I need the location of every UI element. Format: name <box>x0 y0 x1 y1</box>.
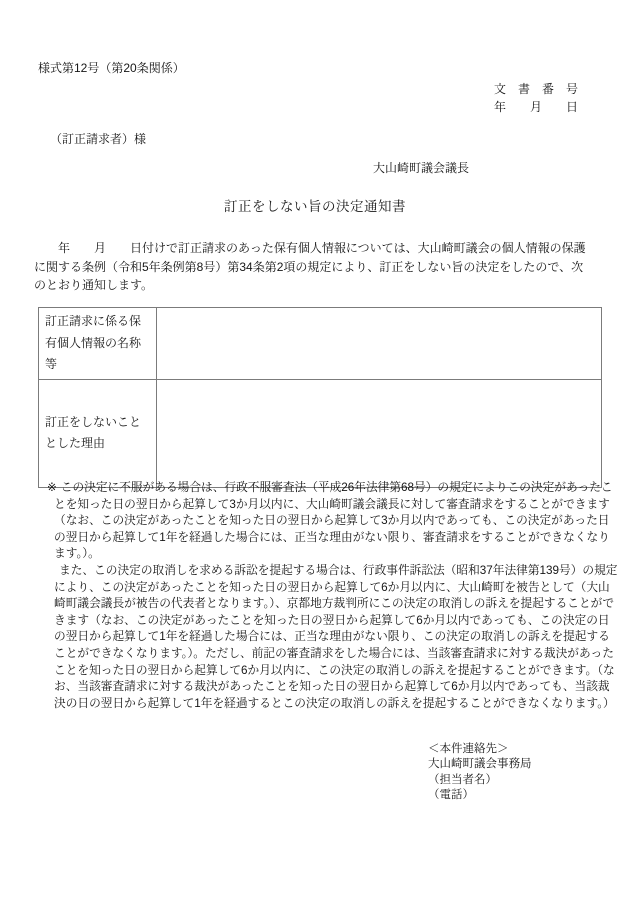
addressee-line: （訂正請求者）様 <box>50 132 147 146</box>
table-row-reason <box>39 379 602 487</box>
document-title: 訂正をしない旨の決定通知書 <box>224 199 406 214</box>
table-value-reason <box>157 379 602 487</box>
note-asterisk-marker: ※ <box>47 481 57 494</box>
contact-office: 大山崎町議会事務局 <box>428 758 532 771</box>
appeal-note-paragraph-2: また、この決定の取消しを求める訴訟を提起する場合は、行政事件訴訟法（昭和37年法律第139号）の規定により、この決定があったことを知った日の翌日から起算して6か月以内に、大山崎町を被告として（大山崎町議会議長が被告の代表者となります。）、京都地方裁判所にこの決定の取消しの訴えを提起することができます（なお、この決定があったことを知った日の翌日から起算して6か月以内であっても、この決定の日の翌日から起算して1年を経過した場合には、正当な理由がない限り、この決定の取消しの訴えを提起することができなくなります。）。ただし、前記の審査請求をした場合には、当該審査請求に対する裁決があったことを知った日の翌日から起算して6か月以内に、この決定の取消しの訴えを提起することができます。（なお、当該審査請求に対する裁決があったことを知った日の翌日から起算して6か月以内であっても、当該裁決の日の翌日から起算して1年を経過するとこの決定の取消しの訴えを提起することができなくなります。） <box>54 563 618 710</box>
document-number-label: 文 書 番 号 <box>493 82 578 96</box>
body-paragraph: 年 月 日付けで訂正請求のあった保有個人情報については、大山崎町議会の個人情報の保護に関する条例（令和5年条例第8号）第34条第2項の規定により、訂正をしない旨の決定をしたので、次のとおり通知します。 <box>34 241 586 293</box>
form-number: 様式第12号（第20条関係） <box>38 61 185 75</box>
document-number-block <box>494 80 578 116</box>
appeal-note-text-1: この決定に不服がある場合は、行政不服審査法（平成26年法律第68号）の規定によりこの決定があったことを知った日の翌日から起算して3か月以内に、大山崎町議会議長に対して審査請求をすることができます（なお、この決定があったことを知った日の翌日から起算して3か月以内であっても、この決定があった日の翌日から起算して1年を経過した場合には、正当な理由がない限り、審査請求をすることができなくなります。）。 <box>54 481 613 561</box>
document-date-line: 年 月 日 <box>493 100 578 114</box>
contact-phone: （電話） <box>428 788 474 801</box>
decision-table <box>38 307 602 488</box>
contact-block <box>428 742 532 803</box>
sender-name: 大山崎町議会議長 <box>373 161 470 175</box>
appeal-note <box>47 480 621 712</box>
appeal-note-paragraph-1 <box>47 480 621 563</box>
contact-heading: ＜本件連絡先＞ <box>428 743 509 755</box>
table-label-reason: 訂正をしないこととした理由 <box>39 379 157 487</box>
table-row-information-name <box>39 308 602 380</box>
table-value-information-name <box>157 308 602 380</box>
table-label-information-name: 訂正請求に係る保有個人情報の名称等 <box>39 308 157 380</box>
contact-person: （担当者名） <box>428 773 497 786</box>
